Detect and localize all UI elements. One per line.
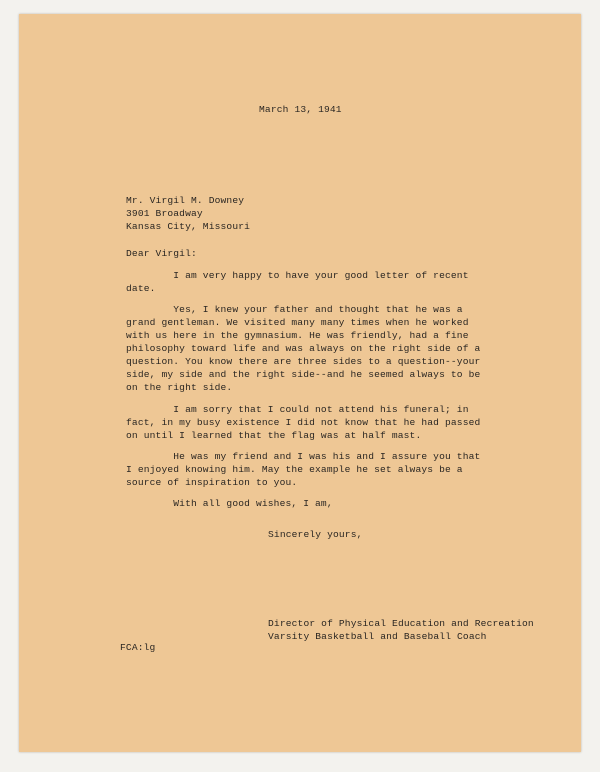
recipient-city: Kansas City, Missouri	[126, 221, 251, 232]
paragraph-4-line-3: source of inspiration to you.	[126, 477, 298, 488]
paragraph-1-line-2: date.	[126, 283, 156, 294]
signature-title-line-2: Varsity Basketball and Baseball Coach	[268, 631, 487, 642]
paragraph-3-line-3: on until I learned that the flag was at half mast.	[126, 430, 422, 441]
reference-initials: FCA:lg	[120, 642, 156, 653]
letter-page	[19, 14, 581, 752]
paragraph-2-line-3: with us here in the gymnasium. He was friendly, had a fine	[126, 330, 469, 341]
recipient-name: Mr. Virgil M. Downey	[126, 195, 245, 206]
salutation: Dear Virgil:	[126, 248, 197, 259]
closing: Sincerely yours,	[268, 529, 363, 540]
recipient-street: 3901 Broadway	[126, 208, 203, 219]
paragraph-3-line-2: fact, in my busy existence I did not know that he had passed	[126, 417, 481, 428]
paragraph-2-line-5: question. You know there are three sides to a question--your	[126, 356, 481, 367]
paragraph-1-line-1: I am very happy to have your good letter of recent	[126, 270, 469, 281]
paragraph-2-line-1: Yes, I knew your father and thought that he was a	[126, 304, 463, 315]
paragraph-3-line-1: I am sorry that I could not attend his funeral; in	[126, 404, 469, 415]
paragraph-2-line-2: grand gentleman. We visited many many times when he worked	[126, 317, 469, 328]
paragraph-4-line-2: I enjoyed knowing him. May the example he set always be a	[126, 464, 463, 475]
paragraph-4-line-1: He was my friend and I was his and I assure you that	[126, 451, 481, 462]
paragraph-2-line-4: philosophy toward life and was always on the right side of a	[126, 343, 481, 354]
paragraph-2-line-6: side, my side and the right side--and he seemed always to be	[126, 369, 481, 380]
paragraph-2-line-7: on the right side.	[126, 382, 233, 393]
letter-date: March 13, 1941	[259, 104, 342, 115]
paragraph-5-line-1: With all good wishes, I am,	[126, 498, 333, 509]
signature-title-line-1: Director of Physical Education and Recreation	[268, 618, 534, 629]
